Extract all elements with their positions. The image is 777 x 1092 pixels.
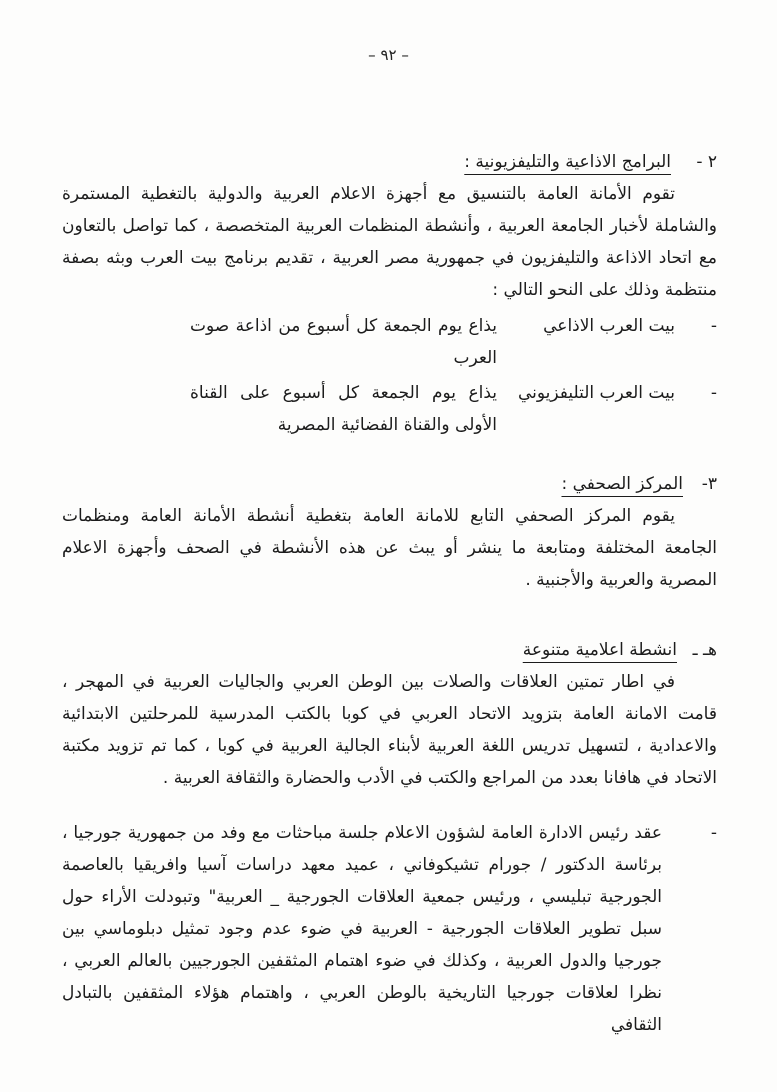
section-media-paragraph: في اطار تمتين العلاقات والصلات بين الوطن العربي والجاليات العربية في المهجر ، قامت الامانة العامة بتزويد الاتحاد العربي في كوبا بالكتب المدرسية للمرحلتين الابتدائية والاعدادية ، لتسهيل تدريس اللغة العربية لأبناء الجالية العربية في كوبا ، كما تم تزويد مكتبة الاتحاد في هافانا بعدد من المراجع والكتب في الأدب والحضارة والثقافة العربية . — [62, 672, 717, 788]
section-broadcast-marker: ٢ - — [696, 152, 717, 172]
section-press-title: المركز الصحفي : — [561, 474, 683, 494]
bullet-dash: - — [710, 823, 717, 843]
list-item-term: بيت العرب الاذاعي — [543, 316, 675, 336]
section-broadcast-heading — [62, 146, 717, 178]
document-content — [0, 146, 777, 1041]
section-broadcast-title: البرامج الاذاعية والتليفزيونية : — [464, 152, 671, 172]
section-press-center — [62, 468, 717, 596]
section-media-activities — [62, 634, 717, 794]
list-item-radio — [62, 310, 717, 374]
section-broadcast-paragraph: تقوم الأمانة العامة بالتنسيق مع أجهزة الاعلام العربية والدولية بالتغطية المستمرة والشاملة لأخبار الجامعة العربية ، وأنشطة المنظمات العربية المتخصصة ، كما تواصل بالتعاون مع اتحاد الاذاعة والتليفزيون في جمهورية مصر العربية ، تقديم برنامج بيت العرب وبثه بصفة منتظمة وذلك على النحو التالي : — [62, 184, 717, 300]
bullet-text: عقد رئيس الادارة العامة لشؤون الاعلام جلسة مباحثات مع وفد من جمهورية جورجيا ، برئاسة الدكتور / جورام تشيكوفاني ، عميد معهد دراسات آسيا وافريقيا بالعاصمة الجورجية تبليسي ، ورئيس جمعية العلاقات الجورجية _ العربية" وتبودلت الأراء حول سبل تطوير العلاقات الجورجية - العربية في ضوء عدم وجود تمثيل دبلوماسي بين جورجيا والدول العربية ، وكذلك في ضوء اهتمام المثقفين الجورجيين بالعالم العربي ، نظرا لعلاقات جورجيا التاريخية بالوطن العربي ، واهتمام هؤلاء المثقفين بالتبادل الثقافي — [62, 823, 662, 1035]
program-list — [62, 310, 717, 441]
section-press-paragraph: يقوم المركز الصحفي التابع للامانة العامة بتغطية أنشطة الأمانة العامة ومنظمات الجامعة المختلفة ومتابعة ما ينشر أو يبث عن هذه الأنشطة في الصحف وأجهزة الاعلام المصرية والعربية والأجنبية . — [62, 506, 717, 590]
section-broadcast-programs — [62, 146, 717, 441]
bullet-georgia-meeting — [62, 817, 717, 1041]
list-item-description: يذاع يوم الجمعة كل أسبوع من اذاعة صوت العرب — [190, 316, 497, 368]
section-media-heading — [62, 634, 717, 666]
list-item-dash: - — [710, 316, 717, 336]
list-item-television — [62, 377, 717, 441]
section-media-title: انشطة اعلامية متنوعة — [522, 640, 677, 660]
section-press-marker: ٣- — [701, 474, 717, 494]
section-media-marker: هـ ـ — [692, 640, 717, 660]
list-item-description: يذاع يوم الجمعة كل أسبوع على القناة الأولى والقناة الفضائية المصرية — [190, 383, 497, 435]
list-item-dash: - — [710, 383, 717, 403]
list-item-term: بيت العرب التليفزيوني — [517, 383, 675, 403]
section-press-heading — [62, 468, 717, 500]
page-number: – ٩٢ – — [368, 46, 409, 64]
